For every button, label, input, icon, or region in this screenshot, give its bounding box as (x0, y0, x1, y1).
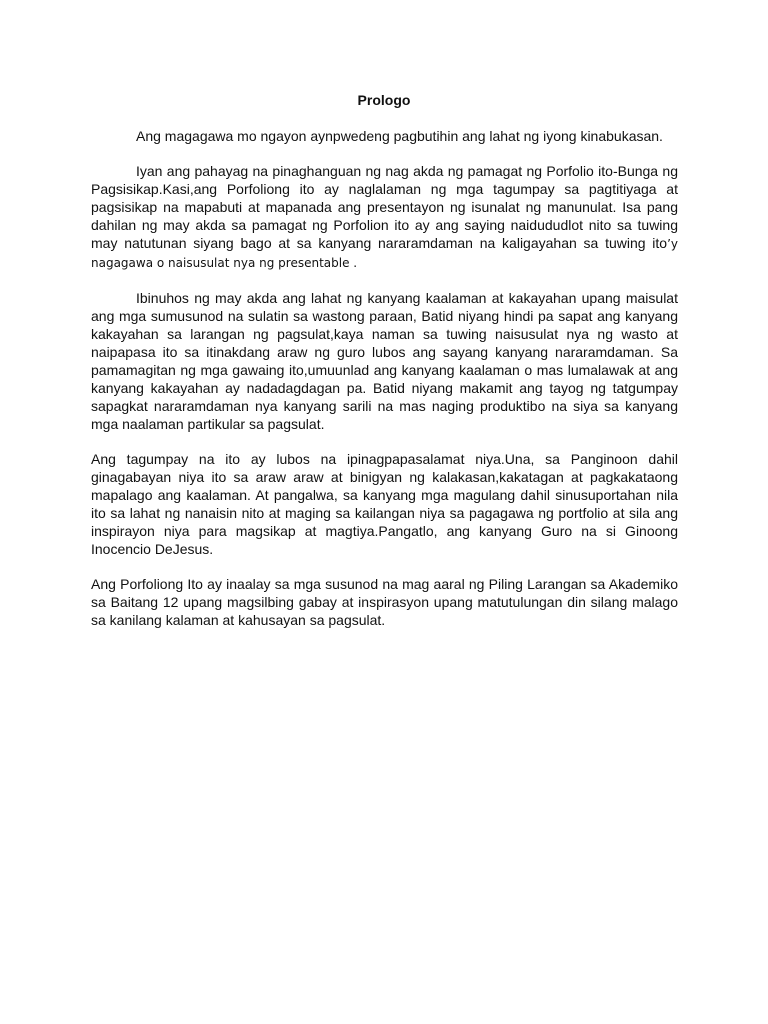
document-body (91, 127, 678, 646)
paragraph-3: Ibinuhos ng may akda ang lahat ng kanyang kaalaman at kakayahan upang maisulat ang mga sumusunod na sulatin sa wastong paraan, Batid niyang hindi pa sapat ang kanyang kakayahan sa larangan ng pagsulat,kaya naman sa tuwing naisusulat nya ng wasto at naipapasa ito sa itinakdang araw ng guro lubos ang sayang kanyang nararamdaman. Sa pamamagitan ng mga gawaing ito,umuunlad ang kanyang kaalaman o mas lumalawak at ang kanyang kakayahan ay nadadagdagan pa. Batid niyang makamit ang tayog ng tatgumpay sapagkat nararamdaman nya kanyang sarili na mas naging produktibo na siya sa kanyang mga naalaman partikular sa pagsulat. (91, 290, 678, 432)
paragraph-2 (91, 162, 678, 272)
page-title: Prologo (357, 92, 411, 108)
paragraph-2-tail: ’y nagagawa o naisusulat nya ng presentable . (91, 237, 678, 270)
paragraph-1: Ang magagawa mo ngayon aynpwedeng pagbutihin ang lahat ng iyong kinabukasan. (136, 128, 663, 144)
paragraph-4: Ang tagumpay na ito ay lubos na ipinagpapasalamat niya.Una, sa Panginoon dahil ginagabayan niya ito sa araw araw at binigyan ng kalakasan,kakatagan at pagkakataong mapalago ang kaalaman. At pangalwa, sa kanyang mga magulang dahil sinusuportahan nila ito sa lahat ng nanaisin nito at maging sa kailangan niya sa pagagawa ng portfolio at sila ang inspirayon niya para magsikap at magtiya.Pangatlo, ang kanyang Guro na si Ginoong Inocencio DeJesus. (91, 451, 678, 557)
paragraph-2-main: Iyan ang pahayag na pinaghanguan ng nag akda ng pamagat ng Porfolio ito-Bunga ng Pagsisikap.Kasi,ang Porfoliong ito ay naglalaman ng mga tagumpay sa pagtitiyaga at pagsisikap na mapabuti at mapanada ang presentayon ng isunalat ng manunulat. Isa pang dahilan ng may akda sa pamagat ng Porfolion ito ay ang saying naidududlot nito sa tuwing may natutunan siyang bago at sa kanyang nararamdaman na kaligayahan sa tuwing ito (91, 163, 678, 251)
paragraph-5: Ang Porfoliong Ito ay inaalay sa mga susunod na mag aaral ng Piling Larangan sa Akademiko sa Baitang 12 upang magsilbing gabay at inspirasyon upang matutulungan din silang malago sa kanilang kalaman at kahusayan sa pagsulat. (91, 576, 678, 628)
